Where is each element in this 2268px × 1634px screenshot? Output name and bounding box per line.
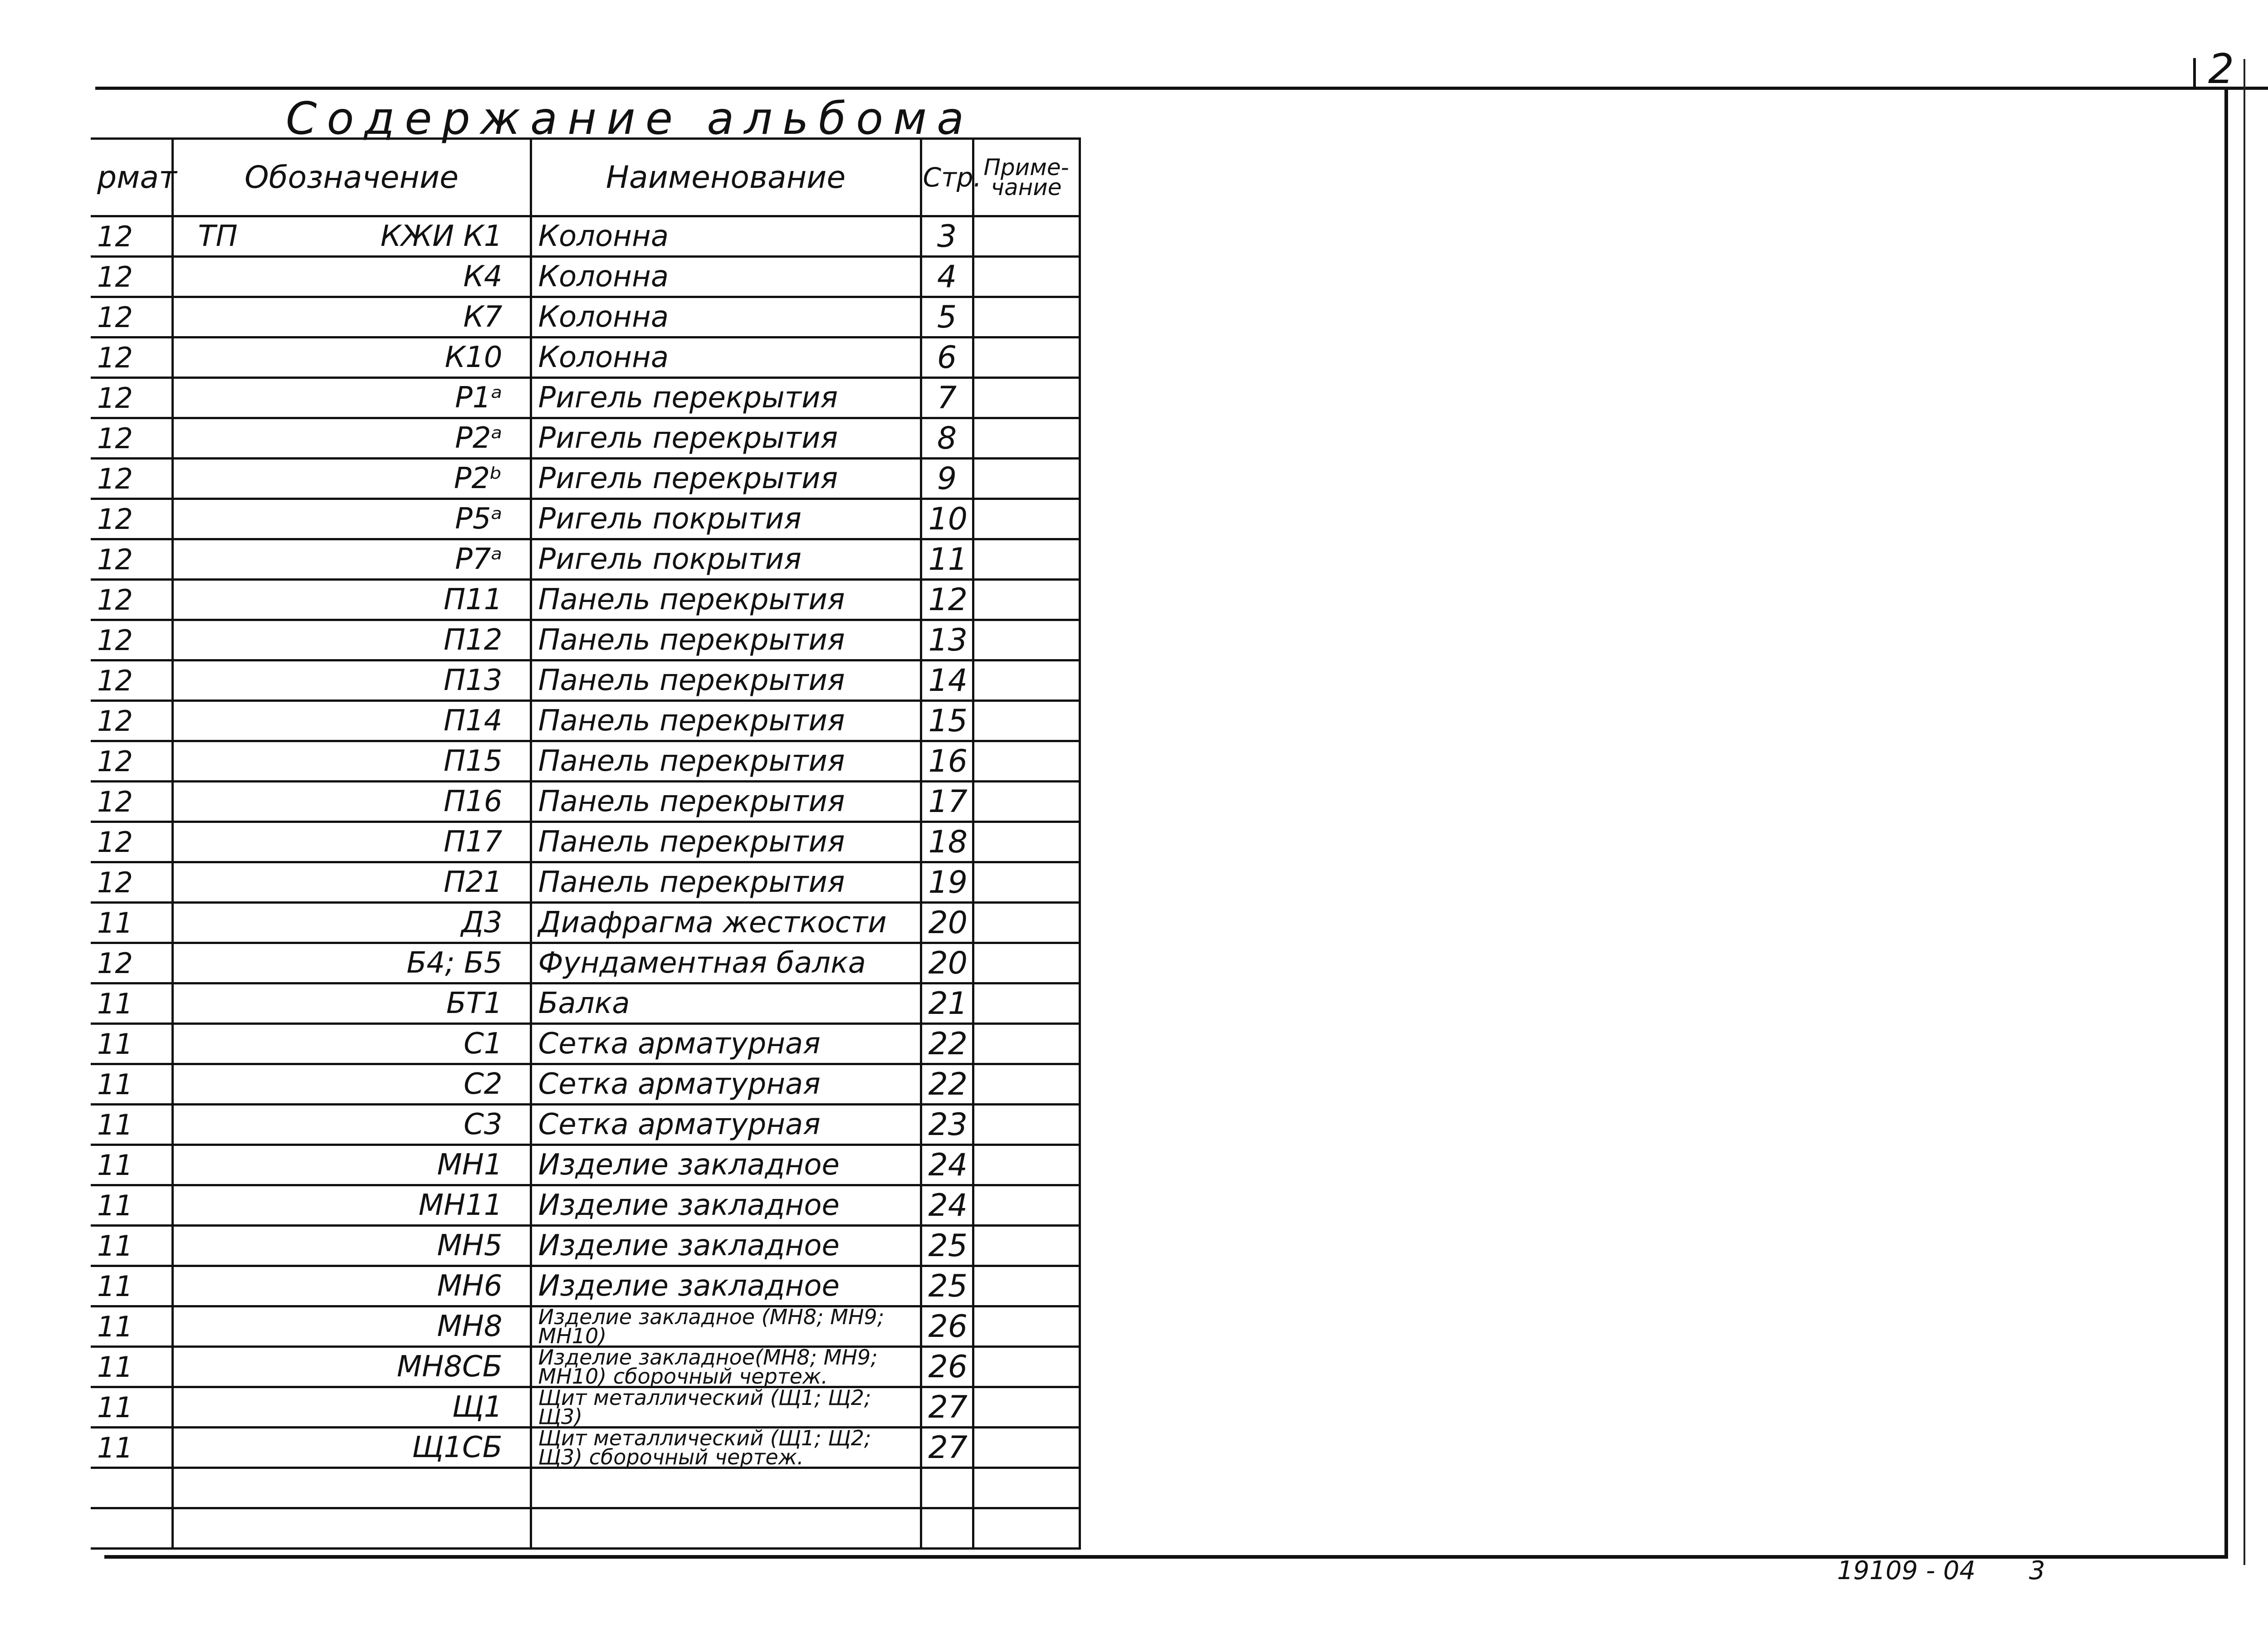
cell-designation-code: Р2ᵇ [454, 462, 503, 495]
cell-page: 10 [921, 499, 973, 539]
cell-note [973, 620, 1080, 660]
table-row [91, 1428, 1080, 1468]
cell-page: 14 [921, 660, 973, 701]
cell-note [973, 1387, 1080, 1428]
cell-designation [172, 1508, 531, 1549]
cell-page: 20 [921, 903, 973, 943]
cell-format: 12 [91, 701, 172, 741]
cell-format: 11 [91, 903, 172, 943]
cell-designation [172, 1145, 531, 1185]
table-row [91, 499, 1080, 539]
table-row [91, 459, 1080, 499]
cell-designation [172, 418, 531, 459]
cell-page: 6 [921, 338, 973, 378]
cell-name: Ригель перекрытия [531, 459, 921, 499]
cell-name: Изделие закладное(МН8; МН9; МН10) сборочный чертеж. [531, 1347, 921, 1387]
cell-note [973, 459, 1080, 499]
cell-designation [172, 741, 531, 782]
cell-designation-code: П13 [443, 664, 503, 697]
table-row [91, 903, 1080, 943]
table-row [91, 741, 1080, 782]
cell-note [973, 1145, 1080, 1185]
cell-page: 5 [921, 297, 973, 338]
cell-format: 11 [91, 1024, 172, 1064]
cell-format [91, 1508, 172, 1549]
cell-name: Ригель перекрытия [531, 418, 921, 459]
cell-page: 23 [921, 1105, 973, 1145]
cell-note [973, 903, 1080, 943]
cell-name: Панель перекрытия [531, 701, 921, 741]
cell-note [973, 1064, 1080, 1105]
cell-format: 11 [91, 1428, 172, 1468]
table-row [91, 983, 1080, 1024]
cell-designation-code: МН11 [418, 1189, 503, 1222]
cell-note [973, 701, 1080, 741]
cell-page: 25 [921, 1226, 973, 1266]
table-row [91, 216, 1080, 257]
cell-note [973, 418, 1080, 459]
cell-name: Панель перекрытия [531, 660, 921, 701]
cell-designation-code: Р7ᵃ [455, 543, 503, 576]
cell-designation [172, 1266, 531, 1306]
table-row [91, 338, 1080, 378]
cell-designation-code: Щ1СБ [412, 1431, 503, 1464]
table-row [91, 1226, 1080, 1266]
cell-name [531, 1508, 921, 1549]
cell-designation [172, 1428, 531, 1468]
cell-note [973, 580, 1080, 620]
table-row [91, 1508, 1080, 1549]
cell-designation-code: С2 [464, 1067, 503, 1101]
cell-designation-code: МН5 [437, 1229, 503, 1262]
cell-designation-code: МН6 [437, 1269, 503, 1303]
cell-format: 12 [91, 580, 172, 620]
cell-note [973, 378, 1080, 418]
cell-designation [172, 660, 531, 701]
cell-name: Панель перекрытия [531, 620, 921, 660]
cell-format: 11 [91, 1064, 172, 1105]
cell-designation [172, 983, 531, 1024]
cell-name: Изделие закладное [531, 1226, 921, 1266]
cell-designation [172, 782, 531, 822]
cell-designation [172, 943, 531, 983]
cell-page: 20 [921, 943, 973, 983]
frame-right-line [2224, 87, 2228, 1559]
cell-note [973, 1306, 1080, 1347]
cell-designation-code: П16 [443, 785, 503, 818]
cell-designation [172, 1347, 531, 1387]
cell-designation-code: К4 [463, 260, 503, 294]
cell-format: 12 [91, 539, 172, 580]
cell-note [973, 1024, 1080, 1064]
cell-name: Изделие закладное [531, 1145, 921, 1185]
cell-designation [172, 701, 531, 741]
cell-note [973, 1105, 1080, 1145]
cell-note [973, 539, 1080, 580]
cell-page: 13 [921, 620, 973, 660]
cell-note [973, 1468, 1080, 1508]
cell-format: 12 [91, 782, 172, 822]
cell-format: 12 [91, 257, 172, 297]
corner-tick [2193, 58, 2196, 87]
cell-name: Панель перекрытия [531, 782, 921, 822]
page-number: 3 [2029, 1556, 2045, 1585]
cell-note [973, 741, 1080, 782]
cell-note [973, 862, 1080, 903]
cell-designation-prefix: ТП [198, 220, 238, 253]
cell-designation [172, 620, 531, 660]
cell-format: 12 [91, 418, 172, 459]
cell-name: Панель перекрытия [531, 580, 921, 620]
cell-designation [172, 1105, 531, 1145]
cell-designation-code: С1 [464, 1027, 503, 1061]
cell-name: Колонна [531, 216, 921, 257]
cell-note [973, 499, 1080, 539]
cell-designation [172, 1226, 531, 1266]
header-page: Стр. [921, 139, 973, 216]
cell-note [973, 1508, 1080, 1549]
cell-name: Панель перекрытия [531, 822, 921, 862]
cell-name: Ригель покрытия [531, 539, 921, 580]
cell-designation-code: П21 [443, 866, 503, 899]
cell-page: 26 [921, 1306, 973, 1347]
cell-designation-code: К7 [463, 300, 503, 334]
cell-designation [172, 1468, 531, 1508]
cell-format: 11 [91, 1306, 172, 1347]
cell-format: 11 [91, 1226, 172, 1266]
frame-outer-right-line [2244, 59, 2245, 1565]
cell-designation-code: МН1 [437, 1148, 503, 1182]
cell-note [973, 822, 1080, 862]
cell-note [973, 338, 1080, 378]
contents-table-wrap [91, 137, 1081, 1550]
cell-page: 24 [921, 1145, 973, 1185]
cell-note [973, 1185, 1080, 1226]
cell-designation [172, 1024, 531, 1064]
cell-name: Сетка арматурная [531, 1105, 921, 1145]
cell-format: 12 [91, 338, 172, 378]
cell-name: Колонна [531, 257, 921, 297]
cell-format: 11 [91, 1105, 172, 1145]
contents-table [91, 137, 1081, 1550]
table-row [91, 1064, 1080, 1105]
cell-name: Балка [531, 983, 921, 1024]
cell-designation [172, 862, 531, 903]
cell-note [973, 983, 1080, 1024]
cell-page: 15 [921, 701, 973, 741]
table-row [91, 782, 1080, 822]
cell-format: 12 [91, 862, 172, 903]
cell-page: 22 [921, 1024, 973, 1064]
cell-page: 18 [921, 822, 973, 862]
cell-page: 3 [921, 216, 973, 257]
cell-designation [172, 580, 531, 620]
table-row [91, 1185, 1080, 1226]
cell-designation-code: Р1ᵃ [455, 381, 503, 415]
table-row [91, 1468, 1080, 1508]
cell-designation-code: Щ1 [452, 1390, 503, 1424]
cell-name [531, 1468, 921, 1508]
cell-page: 9 [921, 459, 973, 499]
header-note: Приме-чание [973, 139, 1080, 216]
cell-designation [172, 903, 531, 943]
table-row [91, 1266, 1080, 1306]
cell-name: Колонна [531, 338, 921, 378]
cell-name: Ригель перекрытия [531, 378, 921, 418]
table-row [91, 943, 1080, 983]
cell-name: Фундаментная балка [531, 943, 921, 983]
cell-note [973, 1428, 1080, 1468]
cell-format: 12 [91, 378, 172, 418]
cell-page: 22 [921, 1064, 973, 1105]
cell-page: 16 [921, 741, 973, 782]
cell-page: 7 [921, 378, 973, 418]
table-row [91, 539, 1080, 580]
cell-name: Щит металлический (Щ1; Щ2; Щ3) [531, 1387, 921, 1428]
cell-note [973, 216, 1080, 257]
footer-stamp [1837, 1556, 2045, 1585]
page-title: Содержание альбома [286, 93, 974, 145]
table-row [91, 580, 1080, 620]
cell-name: Панель перекрытия [531, 862, 921, 903]
table-row [91, 822, 1080, 862]
cell-designation-code: П15 [443, 744, 503, 778]
table-row [91, 862, 1080, 903]
cell-format: 12 [91, 822, 172, 862]
cell-format: 11 [91, 1185, 172, 1226]
cell-format: 12 [91, 620, 172, 660]
cell-name: Панель перекрытия [531, 741, 921, 782]
cell-name: Изделие закладное [531, 1266, 921, 1306]
header-designation: Обозначение [172, 139, 531, 216]
cell-format: 12 [91, 297, 172, 338]
table-row [91, 378, 1080, 418]
cell-designation-code: Р5ᵃ [455, 502, 503, 536]
cell-designation-code: Б4; Б5 [406, 946, 503, 980]
cell-name: Сетка арматурная [531, 1064, 921, 1105]
cell-designation [172, 1185, 531, 1226]
cell-designation [172, 822, 531, 862]
table-row [91, 1347, 1080, 1387]
cell-name: Щит металлический (Щ1; Щ2; Щ3) сборочный чертеж. [531, 1428, 921, 1468]
table-row [91, 257, 1080, 297]
cell-format: 12 [91, 660, 172, 701]
cell-designation-code: П12 [443, 623, 503, 657]
cell-format: 12 [91, 741, 172, 782]
cell-name: Сетка арматурная [531, 1024, 921, 1064]
cell-note [973, 257, 1080, 297]
header-format: рмат [91, 139, 172, 216]
cell-designation [172, 216, 531, 257]
cell-note [973, 1347, 1080, 1387]
document-number: 19109 - 04 [1837, 1556, 1976, 1585]
cell-designation [172, 257, 531, 297]
cell-designation [172, 378, 531, 418]
cell-name: Изделие закладное (МН8; МН9; МН10) [531, 1306, 921, 1347]
cell-page: 8 [921, 418, 973, 459]
table-row [91, 418, 1080, 459]
cell-name: Колонна [531, 297, 921, 338]
cell-page: 4 [921, 257, 973, 297]
cell-page: 12 [921, 580, 973, 620]
cell-designation [172, 459, 531, 499]
cell-format: 11 [91, 1387, 172, 1428]
table-row [91, 660, 1080, 701]
cell-format: 11 [91, 1347, 172, 1387]
table-row [91, 701, 1080, 741]
cell-designation [172, 1064, 531, 1105]
table-header-row [91, 139, 1080, 216]
cell-designation-code: П11 [443, 583, 503, 616]
cell-page: 21 [921, 983, 973, 1024]
cell-note [973, 297, 1080, 338]
cell-designation [172, 499, 531, 539]
table-row [91, 1145, 1080, 1185]
cell-page: 11 [921, 539, 973, 580]
cell-format: 12 [91, 943, 172, 983]
table-row [91, 1306, 1080, 1347]
cell-format: 11 [91, 1266, 172, 1306]
cell-designation-code: МН8СБ [396, 1350, 503, 1384]
cell-note [973, 1266, 1080, 1306]
cell-designation-code: Д3 [461, 906, 503, 939]
table-row [91, 1387, 1080, 1428]
cell-note [973, 660, 1080, 701]
cell-format: 12 [91, 459, 172, 499]
cell-page: 25 [921, 1266, 973, 1306]
cell-designation-code: КЖИ К1 [380, 220, 503, 253]
cell-designation-code: С3 [464, 1108, 503, 1141]
cell-note [973, 1226, 1080, 1266]
cell-designation-code: МН8 [437, 1310, 503, 1343]
cell-designation-code: БТ1 [446, 987, 503, 1020]
cell-page [921, 1468, 973, 1508]
cell-format [91, 1468, 172, 1508]
cell-name: Ригель покрытия [531, 499, 921, 539]
table-body [91, 216, 1080, 1549]
cell-page: 27 [921, 1428, 973, 1468]
cell-format: 12 [91, 216, 172, 257]
cell-designation [172, 1387, 531, 1428]
table-row [91, 620, 1080, 660]
cell-format: 12 [91, 499, 172, 539]
cell-format: 11 [91, 1145, 172, 1185]
cell-page: 19 [921, 862, 973, 903]
cell-name: Изделие закладное [531, 1185, 921, 1226]
cell-note [973, 943, 1080, 983]
cell-note [973, 782, 1080, 822]
cell-designation-code: К10 [445, 341, 503, 374]
cell-page: 26 [921, 1347, 973, 1387]
cell-designation-code: П17 [443, 825, 503, 859]
cell-designation [172, 1306, 531, 1347]
cell-designation [172, 338, 531, 378]
corner-mark: 2 [2208, 45, 2234, 93]
table-row [91, 1024, 1080, 1064]
cell-page: 27 [921, 1387, 973, 1428]
cell-page [921, 1508, 973, 1549]
cell-designation [172, 539, 531, 580]
header-name: Наименование [531, 139, 921, 216]
cell-format: 11 [91, 983, 172, 1024]
frame-top-line [95, 87, 2268, 90]
cell-name: Диафрагма жесткости [531, 903, 921, 943]
cell-designation-code: П14 [443, 704, 503, 738]
cell-designation [172, 297, 531, 338]
cell-page: 24 [921, 1185, 973, 1226]
table-row [91, 1105, 1080, 1145]
table-row [91, 297, 1080, 338]
cell-designation-code: Р2ᵃ [455, 421, 503, 455]
cell-page: 17 [921, 782, 973, 822]
